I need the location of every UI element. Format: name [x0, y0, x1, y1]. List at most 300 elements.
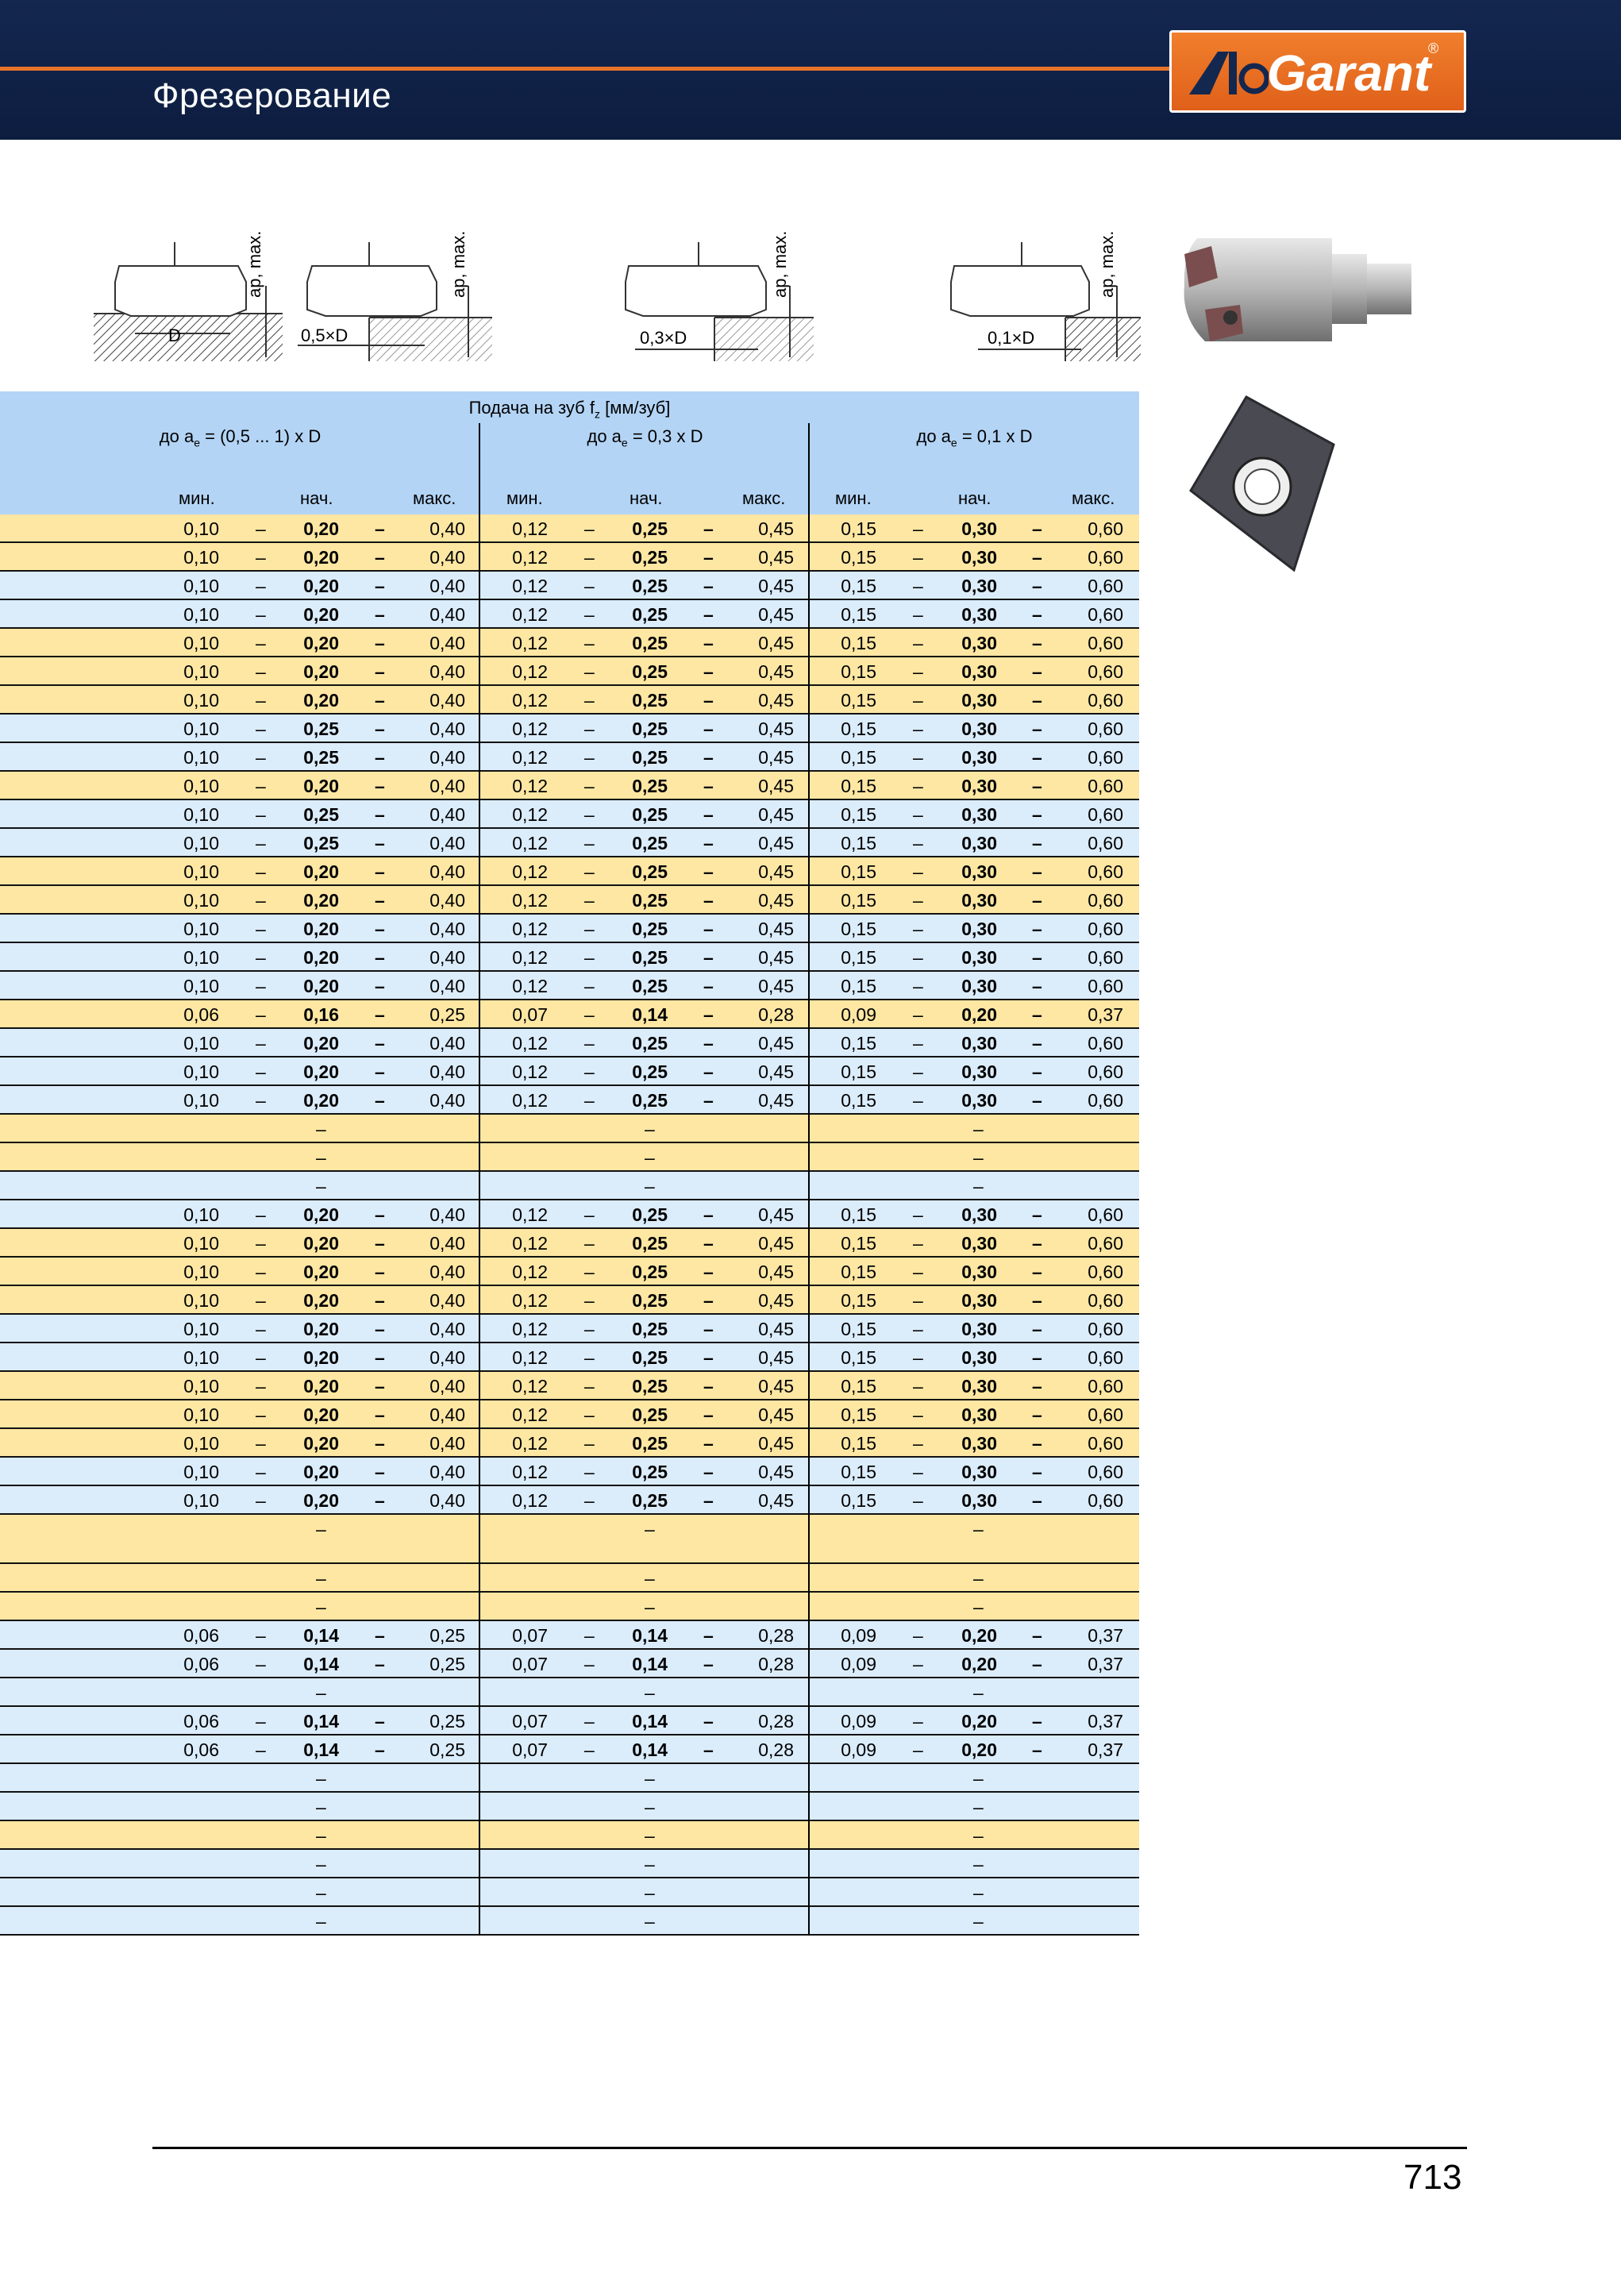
range-dash: –	[1032, 861, 1042, 882]
cell-max: 0,45	[758, 890, 794, 911]
range-dash: –	[1032, 1319, 1042, 1339]
cell-start: 0,25	[632, 1204, 668, 1225]
cell-min: 0,10	[183, 1233, 219, 1254]
cell-max: 0,45	[758, 1233, 794, 1254]
cell-max: 0,60	[1088, 976, 1123, 996]
empty-dash: –	[973, 1911, 984, 1932]
table-row	[0, 1343, 1139, 1372]
cell-start: 0,30	[961, 947, 997, 968]
range-dash: –	[256, 919, 266, 939]
cell-max: 0,45	[758, 633, 794, 653]
cell-min: 0,15	[841, 861, 876, 882]
cell-max: 0,28	[758, 1739, 794, 1760]
cell-max: 0,28	[758, 1711, 794, 1732]
range-dash: –	[703, 919, 714, 939]
table-row	[0, 1172, 1139, 1200]
cell-start: 0,30	[961, 919, 997, 939]
cell-start: 0,20	[303, 1490, 339, 1511]
range-dash: –	[375, 1462, 385, 1482]
range-dash: –	[703, 1711, 714, 1732]
cell-start: 0,20	[961, 1625, 997, 1646]
range-dash: –	[1032, 976, 1042, 996]
page-header	[0, 0, 1621, 140]
range-dash: –	[1032, 1061, 1042, 1082]
empty-dash: –	[973, 1597, 984, 1617]
table-row	[0, 1764, 1139, 1793]
cell-max: 0,40	[429, 661, 465, 682]
col-start-3: нач.	[958, 488, 991, 508]
cell-start: 0,14	[632, 1004, 668, 1025]
empty-dash: –	[645, 1882, 655, 1903]
table-row	[0, 1515, 1139, 1564]
range-dash: –	[256, 890, 266, 911]
tenth-width-cut-diagram	[946, 206, 1145, 373]
cell-min: 0,15	[841, 1376, 876, 1396]
range-dash: –	[584, 833, 595, 853]
cell-max: 0,40	[429, 1404, 465, 1425]
empty-dash: –	[973, 1825, 984, 1846]
full-width-cut-diagram	[87, 206, 286, 373]
range-dash: –	[913, 833, 923, 853]
cell-start: 0,25	[632, 1262, 668, 1282]
table-row	[0, 1400, 1139, 1429]
empty-dash: –	[645, 1519, 655, 1539]
cell-min: 0,12	[512, 1090, 548, 1111]
table-row	[0, 657, 1139, 686]
range-dash: –	[584, 690, 595, 711]
cell-start: 0,30	[961, 604, 997, 625]
logo-registered-mark: ®	[1428, 40, 1439, 56]
cell-min: 0,09	[841, 1739, 876, 1760]
cell-max: 0,45	[758, 604, 794, 625]
cell-max: 0,40	[429, 1319, 465, 1339]
cell-min: 0,10	[183, 890, 219, 911]
table-row	[0, 943, 1139, 972]
cell-max: 0,45	[758, 661, 794, 682]
cell-min: 0,12	[512, 747, 548, 768]
range-dash: –	[375, 1433, 385, 1454]
cell-min: 0,12	[512, 1204, 548, 1225]
col-start-2: нач.	[630, 488, 663, 508]
range-dash: –	[1032, 1347, 1042, 1368]
cell-max: 0,60	[1088, 604, 1123, 625]
cell-start: 0,25	[632, 861, 668, 882]
cell-max: 0,45	[758, 1433, 794, 1454]
range-dash: –	[703, 661, 714, 682]
empty-dash: –	[316, 1568, 326, 1589]
range-dash: –	[256, 633, 266, 653]
empty-dash: –	[973, 1797, 984, 1817]
cell-min: 0,15	[841, 518, 876, 539]
cell-start: 0,20	[303, 1262, 339, 1282]
cell-max: 0,45	[758, 576, 794, 596]
cell-max: 0,45	[758, 1061, 794, 1082]
empty-dash: –	[645, 1854, 655, 1874]
cell-min: 0,10	[183, 1404, 219, 1425]
range-dash: –	[913, 1319, 923, 1339]
range-dash: –	[375, 861, 385, 882]
range-dash: –	[375, 1490, 385, 1511]
cell-start: 0,25	[632, 1347, 668, 1368]
cell-max: 0,37	[1088, 1625, 1123, 1646]
cell-min: 0,15	[841, 1061, 876, 1082]
cell-min: 0,10	[183, 1433, 219, 1454]
range-dash: –	[256, 1625, 266, 1646]
range-dash: –	[1032, 518, 1042, 539]
empty-dash: –	[973, 1147, 984, 1168]
range-dash: –	[256, 1654, 266, 1674]
table-row	[0, 1564, 1139, 1593]
cell-start: 0,30	[961, 804, 997, 825]
col-max-3: макс.	[1072, 488, 1115, 508]
cell-max: 0,40	[429, 747, 465, 768]
cell-start: 0,30	[961, 1433, 997, 1454]
range-dash: –	[256, 1404, 266, 1425]
cell-min: 0,12	[512, 604, 548, 625]
cell-start: 0,14	[303, 1739, 339, 1760]
table-row	[0, 1200, 1139, 1229]
range-dash: –	[584, 1654, 595, 1674]
cell-start: 0,30	[961, 747, 997, 768]
table-row	[0, 1678, 1139, 1707]
cell-min: 0,15	[841, 747, 876, 768]
range-dash: –	[584, 1262, 595, 1282]
cell-start: 0,20	[303, 1319, 339, 1339]
empty-dash: –	[645, 1768, 655, 1789]
cell-min: 0,10	[183, 1490, 219, 1511]
range-dash: –	[584, 1319, 595, 1339]
col-max-1: макс.	[413, 488, 456, 508]
range-dash: –	[256, 1490, 266, 1511]
cell-max: 0,45	[758, 1319, 794, 1339]
table-row	[0, 1143, 1139, 1172]
range-dash: –	[913, 547, 923, 568]
range-dash: –	[913, 804, 923, 825]
cell-max: 0,60	[1088, 1233, 1123, 1254]
range-dash: –	[584, 1033, 595, 1054]
cell-start: 0,25	[632, 919, 668, 939]
range-dash: –	[703, 976, 714, 996]
table-row	[0, 1878, 1139, 1907]
range-dash: –	[375, 1319, 385, 1339]
range-dash: –	[703, 690, 714, 711]
cell-max: 0,60	[1088, 1204, 1123, 1225]
cell-max: 0,60	[1088, 661, 1123, 682]
cell-max: 0,40	[429, 1433, 465, 1454]
empty-dash: –	[973, 1854, 984, 1874]
cell-start: 0,30	[961, 661, 997, 682]
cell-min: 0,15	[841, 661, 876, 682]
table-row	[0, 1621, 1139, 1650]
cell-max: 0,40	[429, 1462, 465, 1482]
cell-max: 0,60	[1088, 690, 1123, 711]
cell-max: 0,37	[1088, 1654, 1123, 1674]
range-dash: –	[256, 804, 266, 825]
cell-min: 0,10	[183, 1347, 219, 1368]
range-dash: –	[256, 776, 266, 796]
range-dash: –	[584, 1090, 595, 1111]
cell-max: 0,60	[1088, 576, 1123, 596]
cell-min: 0,12	[512, 633, 548, 653]
cell-start: 0,20	[303, 547, 339, 568]
col-min-1: мин.	[179, 488, 215, 508]
cell-start: 0,25	[632, 1233, 668, 1254]
range-dash: –	[375, 947, 385, 968]
range-dash: –	[913, 1739, 923, 1760]
range-dash: –	[703, 1004, 714, 1025]
cell-start: 0,25	[632, 1433, 668, 1454]
range-dash: –	[256, 1739, 266, 1760]
cell-start: 0,20	[303, 604, 339, 625]
range-dash: –	[375, 661, 385, 682]
col-min-2: мин.	[506, 488, 543, 508]
diagram-label-half-d: 0,5×D	[301, 326, 348, 345]
cell-min: 0,06	[183, 1654, 219, 1674]
table-row	[0, 1907, 1139, 1936]
table-body	[0, 514, 1139, 1936]
range-dash: –	[256, 1004, 266, 1025]
cell-max: 0,40	[429, 690, 465, 711]
range-dash: –	[913, 1262, 923, 1282]
range-dash: –	[703, 1404, 714, 1425]
cell-min: 0,07	[512, 1654, 548, 1674]
cell-max: 0,60	[1088, 633, 1123, 653]
range-dash: –	[1032, 1404, 1042, 1425]
range-dash: –	[256, 833, 266, 853]
range-dash: –	[913, 604, 923, 625]
range-dash: –	[703, 833, 714, 853]
cell-min: 0,12	[512, 1376, 548, 1396]
cell-max: 0,60	[1088, 1462, 1123, 1482]
range-dash: –	[703, 1033, 714, 1054]
range-dash: –	[584, 576, 595, 596]
range-dash: –	[256, 1319, 266, 1339]
cell-min: 0,15	[841, 776, 876, 796]
cell-min: 0,07	[512, 1739, 548, 1760]
cell-min: 0,10	[183, 1376, 219, 1396]
range-dash: –	[256, 1711, 266, 1732]
cell-max: 0,40	[429, 1376, 465, 1396]
cell-start: 0,30	[961, 633, 997, 653]
range-dash: –	[1032, 576, 1042, 596]
cell-start: 0,25	[303, 718, 339, 739]
cell-min: 0,15	[841, 804, 876, 825]
range-dash: –	[703, 1061, 714, 1082]
cell-start: 0,30	[961, 518, 997, 539]
range-dash: –	[913, 1433, 923, 1454]
cell-min: 0,06	[183, 1711, 219, 1732]
cell-min: 0,12	[512, 1290, 548, 1311]
cell-min: 0,10	[183, 604, 219, 625]
cell-min: 0,07	[512, 1004, 548, 1025]
cell-min: 0,15	[841, 919, 876, 939]
range-dash: –	[375, 919, 385, 939]
cell-start: 0,30	[961, 776, 997, 796]
cell-start: 0,30	[961, 976, 997, 996]
cell-max: 0,45	[758, 1404, 794, 1425]
range-dash: –	[703, 1262, 714, 1282]
cell-min: 0,10	[183, 1090, 219, 1111]
range-dash: –	[703, 1376, 714, 1396]
cell-min: 0,12	[512, 1233, 548, 1254]
cell-start: 0,20	[961, 1654, 997, 1674]
cell-min: 0,10	[183, 1061, 219, 1082]
range-dash: –	[1032, 833, 1042, 853]
cell-max: 0,28	[758, 1625, 794, 1646]
range-dash: –	[584, 1290, 595, 1311]
range-dash: –	[256, 518, 266, 539]
empty-dash: –	[973, 1568, 984, 1589]
range-dash: –	[913, 690, 923, 711]
table-row	[0, 857, 1139, 886]
cell-max: 0,60	[1088, 1061, 1123, 1082]
cell-start: 0,25	[632, 1061, 668, 1082]
cell-start: 0,20	[303, 1061, 339, 1082]
range-dash: –	[913, 1033, 923, 1054]
range-dash: –	[1032, 1290, 1042, 1311]
range-dash: –	[1032, 661, 1042, 682]
table-row	[0, 1793, 1139, 1821]
cell-max: 0,45	[758, 1347, 794, 1368]
range-dash: –	[256, 576, 266, 596]
cell-start: 0,20	[303, 576, 339, 596]
cell-max: 0,60	[1088, 718, 1123, 739]
range-dash: –	[375, 1404, 385, 1425]
cell-start: 0,25	[632, 804, 668, 825]
range-dash: –	[913, 718, 923, 739]
cell-min: 0,15	[841, 576, 876, 596]
cell-min: 0,12	[512, 518, 548, 539]
table-row	[0, 1229, 1139, 1258]
cell-min: 0,15	[841, 633, 876, 653]
empty-dash: –	[316, 1682, 326, 1703]
range-dash: –	[584, 1204, 595, 1225]
cell-start: 0,25	[303, 747, 339, 768]
cell-max: 0,60	[1088, 1490, 1123, 1511]
cell-start: 0,20	[303, 1404, 339, 1425]
cell-max: 0,40	[429, 1347, 465, 1368]
cell-start: 0,30	[961, 833, 997, 853]
cell-min: 0,10	[183, 518, 219, 539]
range-dash: –	[913, 1711, 923, 1732]
range-dash: –	[703, 747, 714, 768]
table-row	[0, 1458, 1139, 1486]
range-dash: –	[1032, 1490, 1042, 1511]
range-dash: –	[703, 604, 714, 625]
cell-start: 0,30	[961, 1490, 997, 1511]
range-dash: –	[584, 718, 595, 739]
range-dash: –	[703, 1204, 714, 1225]
range-dash: –	[584, 518, 595, 539]
range-dash: –	[703, 1433, 714, 1454]
cell-max: 0,45	[758, 776, 794, 796]
cell-min: 0,12	[512, 1404, 548, 1425]
cell-min: 0,15	[841, 604, 876, 625]
cell-start: 0,20	[303, 633, 339, 653]
ap-max-label-2: ap, max.	[449, 230, 468, 298]
cell-start: 0,20	[303, 1090, 339, 1111]
feed-rate-table	[0, 391, 1139, 1936]
cell-start: 0,25	[632, 1033, 668, 1054]
empty-dash: –	[316, 1797, 326, 1817]
logo-text: Garant	[1267, 44, 1431, 102]
cell-max: 0,40	[429, 919, 465, 939]
cell-min: 0,10	[183, 947, 219, 968]
range-dash: –	[375, 1625, 385, 1646]
cell-max: 0,60	[1088, 1262, 1123, 1282]
cell-min: 0,12	[512, 690, 548, 711]
cell-min: 0,10	[183, 747, 219, 768]
empty-dash: –	[973, 1768, 984, 1789]
cell-start: 0,25	[632, 576, 668, 596]
range-dash: –	[375, 576, 385, 596]
range-dash: –	[913, 1233, 923, 1254]
range-dash: –	[584, 919, 595, 939]
range-dash: –	[256, 861, 266, 882]
cell-max: 0,45	[758, 1490, 794, 1511]
col-max-2: макс.	[742, 488, 786, 508]
range-dash: –	[913, 1462, 923, 1482]
range-dash: –	[913, 1404, 923, 1425]
cell-start: 0,30	[961, 1290, 997, 1311]
cell-start: 0,30	[961, 890, 997, 911]
empty-dash: –	[316, 1825, 326, 1846]
range-dash: –	[703, 1625, 714, 1646]
cell-min: 0,10	[183, 1462, 219, 1482]
range-dash: –	[584, 604, 595, 625]
cell-max: 0,40	[429, 547, 465, 568]
range-dash: –	[703, 718, 714, 739]
cell-min: 0,12	[512, 661, 548, 682]
cell-max: 0,60	[1088, 1433, 1123, 1454]
cell-min: 0,10	[183, 861, 219, 882]
range-dash: –	[584, 633, 595, 653]
empty-dash: –	[316, 1519, 326, 1539]
header-accent-line	[0, 67, 1191, 71]
page-title: Фрезерование	[152, 76, 392, 115]
cell-start: 0,25	[632, 518, 668, 539]
cell-min: 0,06	[183, 1625, 219, 1646]
empty-dash: –	[316, 1768, 326, 1789]
range-dash: –	[256, 661, 266, 682]
range-dash: –	[256, 1376, 266, 1396]
range-dash: –	[703, 1654, 714, 1674]
cell-start: 0,30	[961, 718, 997, 739]
range-dash: –	[1032, 1711, 1042, 1732]
range-dash: –	[703, 547, 714, 568]
cell-start: 0,30	[961, 1347, 997, 1368]
logo-icon	[1189, 48, 1269, 96]
cell-start: 0,25	[632, 690, 668, 711]
cell-max: 0,60	[1088, 1376, 1123, 1396]
cell-start: 0,30	[961, 1404, 997, 1425]
range-dash: –	[584, 1376, 595, 1396]
cell-start: 0,30	[961, 1061, 997, 1082]
table-row	[0, 1650, 1139, 1678]
range-dash: –	[1032, 1204, 1042, 1225]
range-dash: –	[256, 1290, 266, 1311]
range-dash: –	[256, 976, 266, 996]
cell-start: 0,25	[632, 1404, 668, 1425]
cell-start: 0,25	[632, 1090, 668, 1111]
range-dash: –	[1032, 633, 1042, 653]
cell-max: 0,45	[758, 1262, 794, 1282]
cell-max: 0,45	[758, 1462, 794, 1482]
empty-dash: –	[316, 1854, 326, 1874]
cell-start: 0,25	[632, 776, 668, 796]
cell-start: 0,25	[632, 661, 668, 682]
range-dash: –	[1032, 947, 1042, 968]
